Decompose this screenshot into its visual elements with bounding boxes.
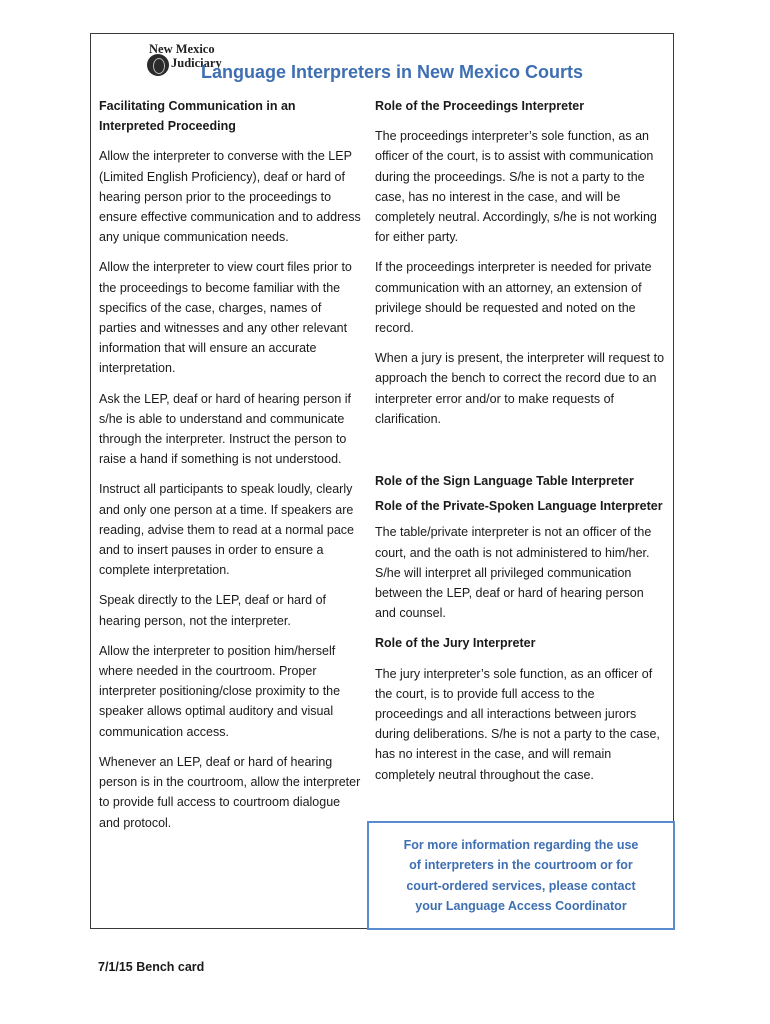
table-interpreter-paragraph: The table/private interpreter is not an officer of the court, and the oath is not administered to him/her. S/he will interpret all privileged communication between the LEP, deaf or hard of hearing person and counsel. — [375, 525, 652, 621]
proceedings-paragraph-1: The proceedings interpreter’s sole function, as an officer of the court, is to assist with communication during the proceedings. S/he is not a party to the case, has no interest in the case, and will be completely neutral. Accordingly, s/he is not working for either party. — [375, 129, 657, 245]
contact-info-text: For more information regarding the use of interpreters in the courtroom or for court-ordered services, please contact your Language Access Coordinator — [403, 838, 639, 913]
proceedings-paragraph-3: When a jury is present, the interpreter will request to approach the bench to correct the record due to an interpreter error and/or to make requests of clarification. — [375, 351, 665, 426]
logo-line-2: Judiciary — [171, 56, 222, 70]
proceedings-heading: Role of the Proceedings Interpreter — [375, 99, 585, 113]
private-interpreter-heading: Role of the Private-Spoken Language Interpreter — [375, 499, 663, 514]
facilitating-heading: Facilitating Communication in an Interpreted Proceeding — [99, 99, 296, 134]
bench-card — [90, 33, 674, 929]
left-paragraph-4: Instruct all participants to speak loudly, clearly and only one person at a time. If speakers are reading, advise them to read at a normal pace and to insert pauses in order to ensure a complete interpretation. — [99, 482, 355, 578]
right-column — [375, 96, 665, 785]
left-paragraph-6: Allow the interpreter to position him/herself where needed in the courtroom. Proper interpreter positioning/close proximity to the speaker allows optimal auditory and visual communication access. — [99, 643, 341, 739]
proceedings-paragraph-2: If the proceedings interpreter is needed for private communication with an attorney, an extension of privilege should be requested and noted on the record. — [375, 260, 652, 336]
left-paragraph-5: Speak directly to the LEP, deaf or hard of hearing person, not the interpreter. — [99, 593, 326, 628]
left-paragraph-2: Allow the interpreter to view court files prior to the proceedings to become familiar with the specifics of the case, charges, names of parties and witnesses and any other relevant information that will ensure an accurate interpretation. — [99, 260, 352, 376]
left-paragraph-1: Allow the interpreter to converse with the LEP (Limited English Proficiency), deaf or hard of hearing person prior to the proceedings to ensure effective communication and to address any unique communication needs. — [99, 149, 361, 245]
jury-interpreter-paragraph: The jury interpreter’s sole function, as an officer of the court, is to provide full access to the proceedings and all interactions between jurors during deliberations. S/he is not a party to the case, has no interest in the case, and will remain completely neutral throughout the case. — [375, 666, 660, 782]
left-paragraph-7: Whenever an LEP, deaf or hard of hearing person is in the courtroom, allow the interpreter to provide full access to courtroom dialogue and protocol. — [99, 754, 361, 830]
page-title: Language Interpreters in New Mexico Courts — [200, 62, 584, 82]
table-interpreter-heading: Role of the Sign Language Table Interpreter — [375, 474, 634, 489]
jury-interpreter-heading: Role of the Jury Interpreter — [375, 636, 536, 651]
left-column — [99, 96, 361, 833]
left-paragraph-3: Ask the LEP, deaf or hard of hearing person if s/he is able to understand and communicate through the interpreter. Instruct the person to raise a hand if something is not understood. — [99, 391, 352, 467]
contact-info-box — [367, 821, 675, 930]
footer-date-label: 7/1/15 Bench card — [98, 960, 205, 974]
logo-line-1: New Mexico — [149, 42, 215, 56]
